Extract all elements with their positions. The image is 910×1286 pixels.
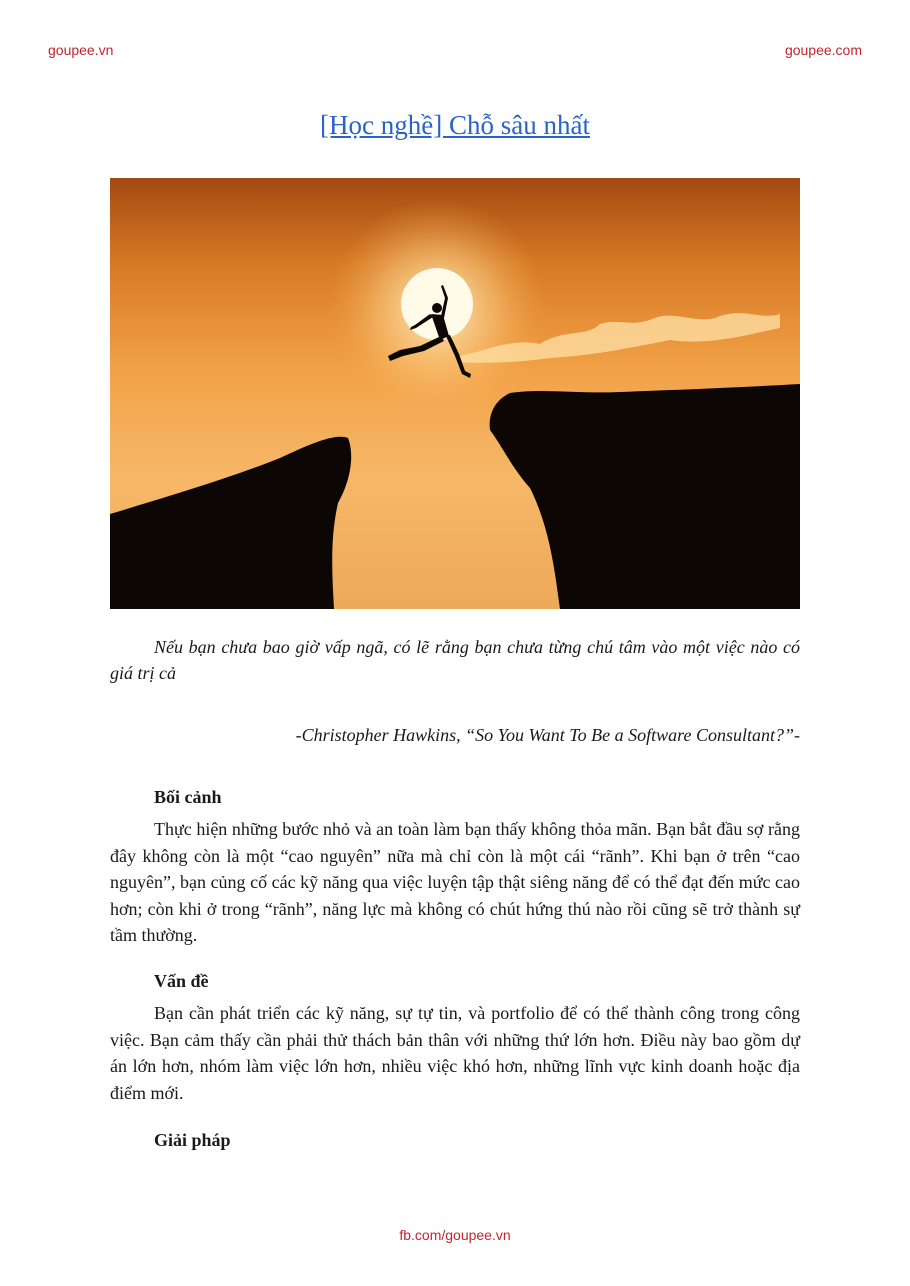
section-heading: Giải pháp <box>154 1130 231 1150</box>
section-body: Bạn cần phát triển các kỹ năng, sự tự tin, và portfolio để có thể thành công trong công việc. Bạn cảm thấy cần phải thử thách bản thân với những thứ lớn hơn. Điều này bao gồm dự án lớn hơn, nhóm làm việc lớn hơn, nhiều việc khó hơn, những lĩnh vực kinh doanh hoặc địa điểm mới. <box>110 1003 800 1103</box>
header-site-vn[interactable]: goupee.vn <box>48 42 114 58</box>
page-title[interactable]: [Học nghề] Chỗ sâu nhất <box>320 110 590 140</box>
footer-link[interactable]: fb.com/goupee.vn <box>399 1227 511 1243</box>
section-solution <box>110 1127 800 1153</box>
hero-image-cliff-jump <box>110 178 800 609</box>
section-heading: Bối cảnh <box>154 787 222 807</box>
header-site-com[interactable]: goupee.com <box>784 42 862 58</box>
section-heading: Vấn đề <box>154 971 209 991</box>
section-context <box>110 784 800 949</box>
section-body: Thực hiện những bước nhỏ và an toàn làm bạn thấy không thỏa mãn. Bạn bắt đầu sợ rằng đây không còn là một “cao nguyên” nữa mà chỉ còn là một cái “rãnh”. Khi bạn ở trên “cao nguyên”, bạn củng cố các kỹ năng qua việc luyện tập thật siêng năng để có thể đạt đến mức cao hơn; còn khi ở trong “rãnh”, năng lực mà không có chút hứng thú nào rồi cũng sẽ trở thành sự tầm thường. <box>110 819 800 945</box>
section-problem <box>110 968 800 1106</box>
epigraph-quote: Nếu bạn chưa bao giờ vấp ngã, có lẽ rằng bạn chưa từng chú tâm vào một việc nào có giá trị cả <box>110 637 800 683</box>
epigraph-attribution: -Christopher Hawkins, “So You Want To Be a Software Consultant?”- <box>295 725 800 745</box>
